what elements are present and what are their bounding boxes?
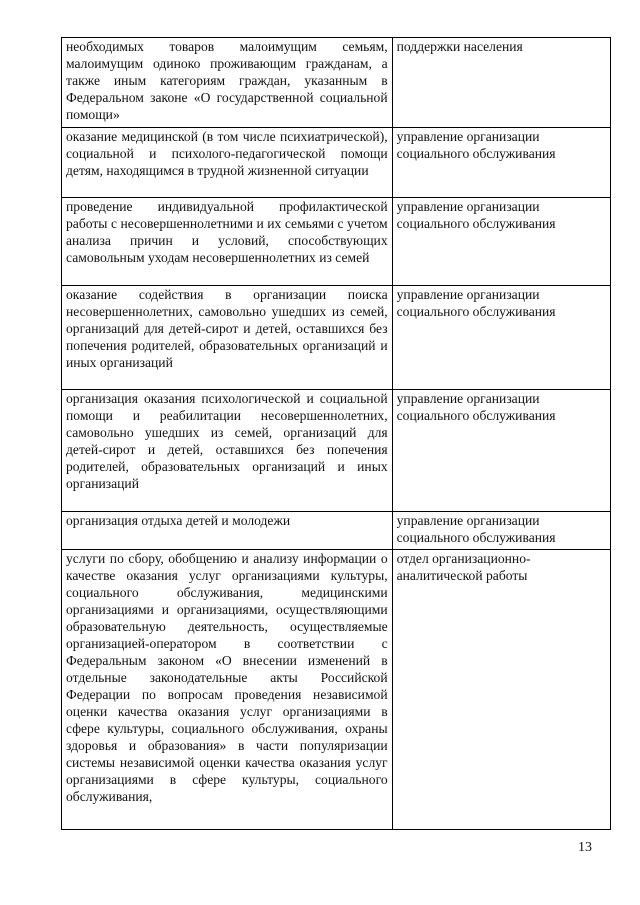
department-cell: управление организации социального обслуживания (392, 198, 610, 286)
service-cell: оказание медицинской (в том числе психиатрической), социальной и психолого-педагогической помощи детям, находящимся в трудной жизненной ситуации (62, 128, 393, 198)
table-row (62, 512, 611, 550)
table-row (62, 550, 611, 830)
department-cell: отдел организационно-аналитической работы (392, 550, 610, 830)
service-cell: необходимых товаров малоимущим семьям, малоимущим одиноко проживающим гражданам, а также иным категориям граждан, указанным в Федеральном законе «О государственной социальной помощи» (62, 38, 393, 128)
department-cell: управление организации социального обслуживания (392, 286, 610, 390)
department-cell: управление организации социального обслуживания (392, 512, 610, 550)
table-row (62, 286, 611, 390)
department-cell: управление организации социального обслуживания (392, 390, 610, 512)
page-number: 13 (578, 840, 592, 855)
service-cell: организация оказания психологической и социальной помощи и реабилитации несовершеннолетних, самовольно ушедших из семей, организаций для детей-сирот и детей, оставшихся без попечения родителей, образовательных организаций и иных организаций (62, 390, 393, 512)
table-row (62, 198, 611, 286)
table-row (62, 128, 611, 198)
table-row (62, 390, 611, 512)
services-table (61, 37, 611, 830)
department-cell: поддержки населения (392, 38, 610, 128)
service-cell: услуги по сбору, обобщению и анализу информации о качестве оказания услуг организациями культуры, социального обслуживания, медицинскими организациями и организациями, осуществляющими образовательную деятельность, осуществляемые организацией-оператором в соответствии с Федеральным законом «О внесении изменений в отдельные законодательные акты Российской Федерации по вопросам проведения независимой оценки качества оказания услуг организациями в сфере культуры, социального обслуживания, охраны здоровья и образования» в части популяризации системы независимой оценки качества оказания услуг организациями в сфере культуры, социального обслуживания, (62, 550, 393, 830)
service-cell: оказание содействия в организации поиска несовершеннолетних, самовольно ушедших из семей, организаций для детей-сирот и детей, оставшихся без попечения родителей, образовательных организаций и иных организаций (62, 286, 393, 390)
table-row (62, 38, 611, 128)
service-cell: проведение индивидуальной профилактической работы с несовершеннолетними и их семьями с учетом анализа причин и условий, способствующих самовольным уходам несовершеннолетних из семей (62, 198, 393, 286)
service-cell: организация отдыха детей и молодежи (62, 512, 393, 550)
department-cell: управление организации социального обслуживания (392, 128, 610, 198)
